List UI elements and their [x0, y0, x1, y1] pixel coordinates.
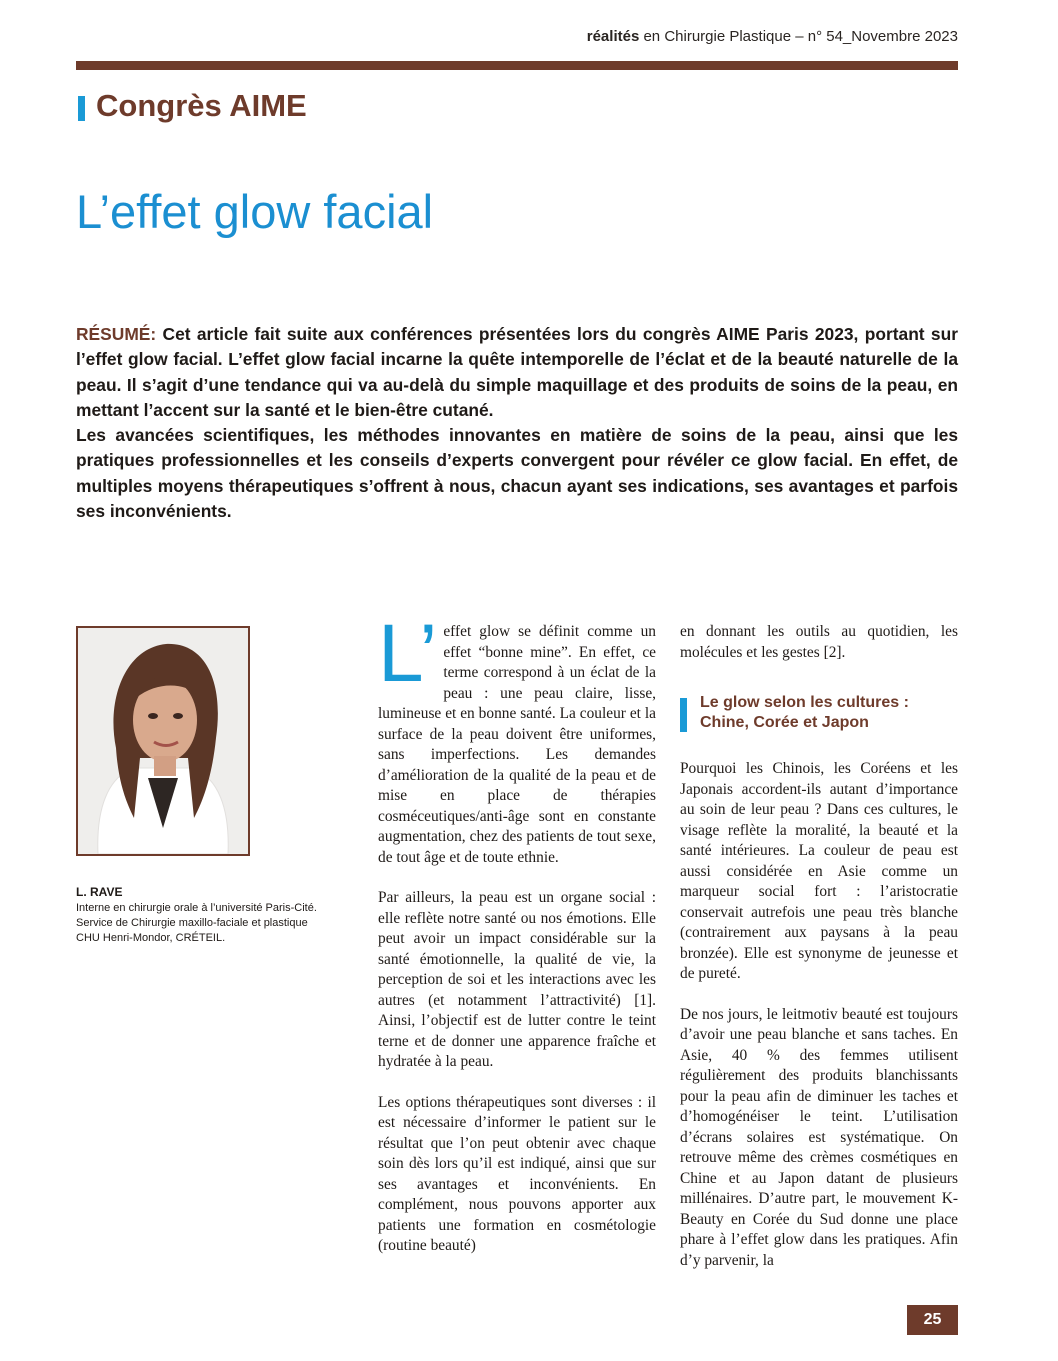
subheading-line: Le glow selon les cultures : — [700, 694, 909, 711]
subheading-marker — [680, 698, 687, 732]
body-paragraph: en donnant les outils au quotidien, les molécules et les gestes [2]. — [680, 623, 958, 661]
author-affiliation-line: Interne en chirurgie orale à l’université Paris-Cité. — [76, 902, 317, 914]
abstract-label: RÉSUMÉ: — [76, 324, 157, 344]
journal-header — [480, 28, 958, 45]
abstract-text-1: Cet article fait suite aux conférences présentées lors du congrès AIME Paris 2023, portant sur l’effet glow facial. L’effet glow facial incarne la quête intemporelle de l’éclat et de la beauté naturelle de la peau. Il s’agit d’une tendance qui va au-delà du simple maquillage et des produits de soins de la peau, en mettant l’accent sur la santé et le bien-être cutané. — [76, 324, 958, 420]
body-column-1 — [378, 608, 656, 1277]
body-paragraph: Par ailleurs, la peau est un organe social : elle reflète notre santé ou nos émotions. Elle peut avoir un impact considérable sur la santé émotionnelle, la qualité de vie, la perception de soi et les interactions avec les autres (et notamment l’attractivité) [1]. Ainsi, l’objectif est de lutter contre le teint terne et de donner une apparence fraîche et hydratée à la peau. — [378, 889, 656, 1070]
abstract-paragraph-1 — [76, 322, 958, 423]
section-title: Congrès AIME — [96, 88, 307, 123]
subheading-line: Chine, Corée et Japon — [700, 714, 869, 731]
body-paragraph: De nos jours, le leitmotiv beauté est toujours d’avoir une peau blanche et sans taches. En Asie, 40 % des femmes utilisent régulièrement des produits blanchissants pour la peau afin de diminuer les taches et d’homogénéiser le teint. L’utilisation d’écrans solaires est systématique. On retrouve même des crèmes cosmétiques en Chine et au Japon datant de plusieurs millénaires. D’autre part, le mouvement K-Beauty en Corée du Sud donne une place phare à l’effet glow dans les pratiques. Afin d’y parvenir, la — [680, 1005, 958, 1269]
subheading-text — [700, 693, 958, 733]
dropcap: L’ — [378, 608, 438, 699]
body-paragraph — [378, 608, 656, 868]
body-paragraph-text: effet glow se définit comme un effet “bonne mine”. En effet, ce terme correspond à un éclat de la peau : une peau claire, lisse, lumineuse et en bonne santé. La couleur et la surface de la peau doivent être uniformes, sans imperfections. Les demandes d’amélioration de la qualité de la peau et de mise en place de thérapies cosméceutiques/anti-âge sont en constante augmentation, chez des patients de tout sexe, de tout âge et de toute ethnie. — [378, 623, 656, 866]
journal-issue: en Chirurgie Plastique – n° 54_Novembre 2023 — [639, 28, 958, 45]
body-paragraph: Les options thérapeutiques sont diverses : il est nécessaire d’informer le patient sur le résultat que l’on peut obtenir avec chaque soin dès lors qu’il est indiqué, ainsi que sur ses avantages et inconvénients. En complément, nous pouvons apporter aux patients une formation en cosmétologie (routine beauté) — [378, 1093, 656, 1254]
article-title: L’effet glow facial — [76, 185, 434, 238]
author-affiliation — [76, 901, 356, 946]
body-paragraph: Pourquoi les Chinois, les Coréens et les Japonais accordent-ils autant d’importance au soin de leur peau ? Dans ces cultures, le visage reflète la moralité, la beauté et la santé intérieures. La couleur de peau est aussi considérée en Asie comme un marqueur social fort : l’aristocratie conservait autrefois une peau très blanche (contrairement aux paysans à la peau bronzée). Elle est synonyme de jeunesse et de pureté. — [680, 760, 958, 982]
journal-name: réalités — [586, 28, 640, 45]
section-marker — [78, 96, 85, 121]
body-column-2 — [680, 622, 958, 1291]
author-affiliation-line: CHU Henri-Mondor, CRÉTEIL. — [76, 932, 226, 944]
abstract-paragraph-2: Les avancées scientifiques, les méthodes innovantes en matière de soins de la peau, ainsi que les pratiques professionnelles et les conseils d’experts convergent pour révéler ce glow facial. En effet, de multiples moyens thérapeutiques s’offrent à nous, chacun ayant ses indications, ses avantages et parfois ses inconvénients. — [76, 425, 958, 522]
author-name: L. RAVE — [76, 885, 123, 899]
author-affiliation-line: Service de Chirurgie maxillo-faciale et plastique — [76, 917, 308, 929]
header-rule — [76, 61, 958, 70]
author-photo — [76, 626, 250, 856]
page-number: 25 — [907, 1305, 958, 1335]
abstract — [76, 322, 958, 524]
author-portrait-illustration — [78, 628, 248, 854]
subheading — [680, 693, 958, 733]
